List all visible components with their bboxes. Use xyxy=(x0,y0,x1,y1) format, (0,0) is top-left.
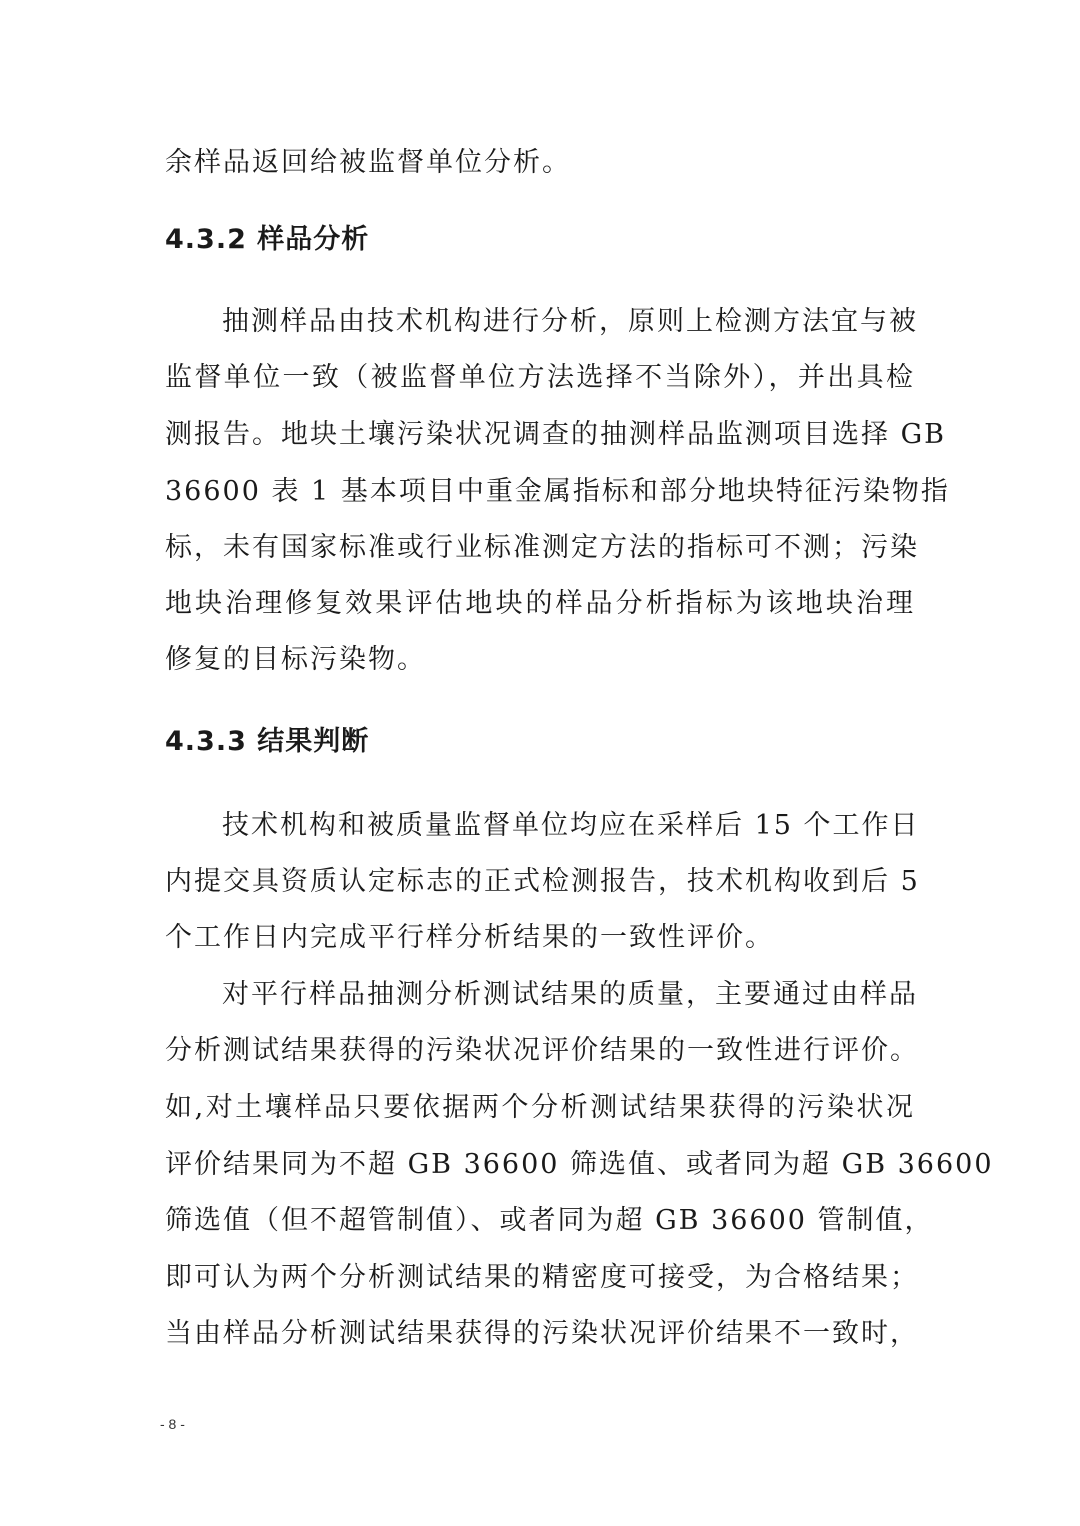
paragraph-line: 地块治理修复效果评估地块的样品分析指标为该地块治理 xyxy=(165,588,915,619)
paragraph-line: 内提交具资质认定标志的正式检测报告，技术机构收到后 5 xyxy=(165,866,920,897)
paragraph-line: 余样品返回给被监督单位分析。 xyxy=(165,147,571,178)
paragraph-line: 36600 表 1 基本项目中重金属指标和部分地块特征污染物指 xyxy=(165,476,950,507)
paragraph-line: 个工作日内完成平行样分析结果的一致性评价。 xyxy=(165,922,774,953)
paragraph-line: 如,对土壤样品只要依据两个分析测试结果获得的污染状况 xyxy=(165,1092,915,1123)
section-heading-4-3-3: 4.3.3 结果判断 xyxy=(165,726,370,757)
paragraph-line: 即可认为两个分析测试结果的精密度可接受，为合格结果； xyxy=(165,1262,919,1293)
section-heading-4-3-2: 4.3.2 样品分析 xyxy=(165,224,370,255)
paragraph-line: 评价结果同为不超 GB 36600 筛选值、或者同为超 GB 36600 xyxy=(165,1149,994,1180)
page-number: - 8 - xyxy=(160,1416,185,1432)
paragraph-line: 筛选值（但不超管制值）、或者同为超 GB 36600 管制值， xyxy=(165,1205,934,1236)
paragraph-line: 抽测样品由技术机构进行分析，原则上检测方法宜与被 xyxy=(222,306,918,337)
paragraph-line: 对平行样品抽测分析测试结果的质量，主要通过由样品 xyxy=(222,979,918,1010)
paragraph-line: 测报告。地块土壤污染状况调查的抽测样品监测项目选择 GB xyxy=(165,419,946,450)
paragraph-line: 分析测试结果获得的污染状况评价结果的一致性进行评价。 xyxy=(165,1035,919,1066)
paragraph-line: 标，未有国家标准或行业标准测定方法的指标可不测；污染 xyxy=(165,532,919,563)
paragraph-line: 当由样品分析测试结果获得的污染状况评价结果不一致时， xyxy=(165,1318,919,1349)
paragraph-line: 技术机构和被质量监督单位均应在采样后 15 个工作日 xyxy=(222,810,920,841)
paragraph-line: 修复的目标污染物。 xyxy=(165,644,426,675)
paragraph-line: 监督单位一致（被监督单位方法选择不当除外），并出具检 xyxy=(165,362,915,393)
